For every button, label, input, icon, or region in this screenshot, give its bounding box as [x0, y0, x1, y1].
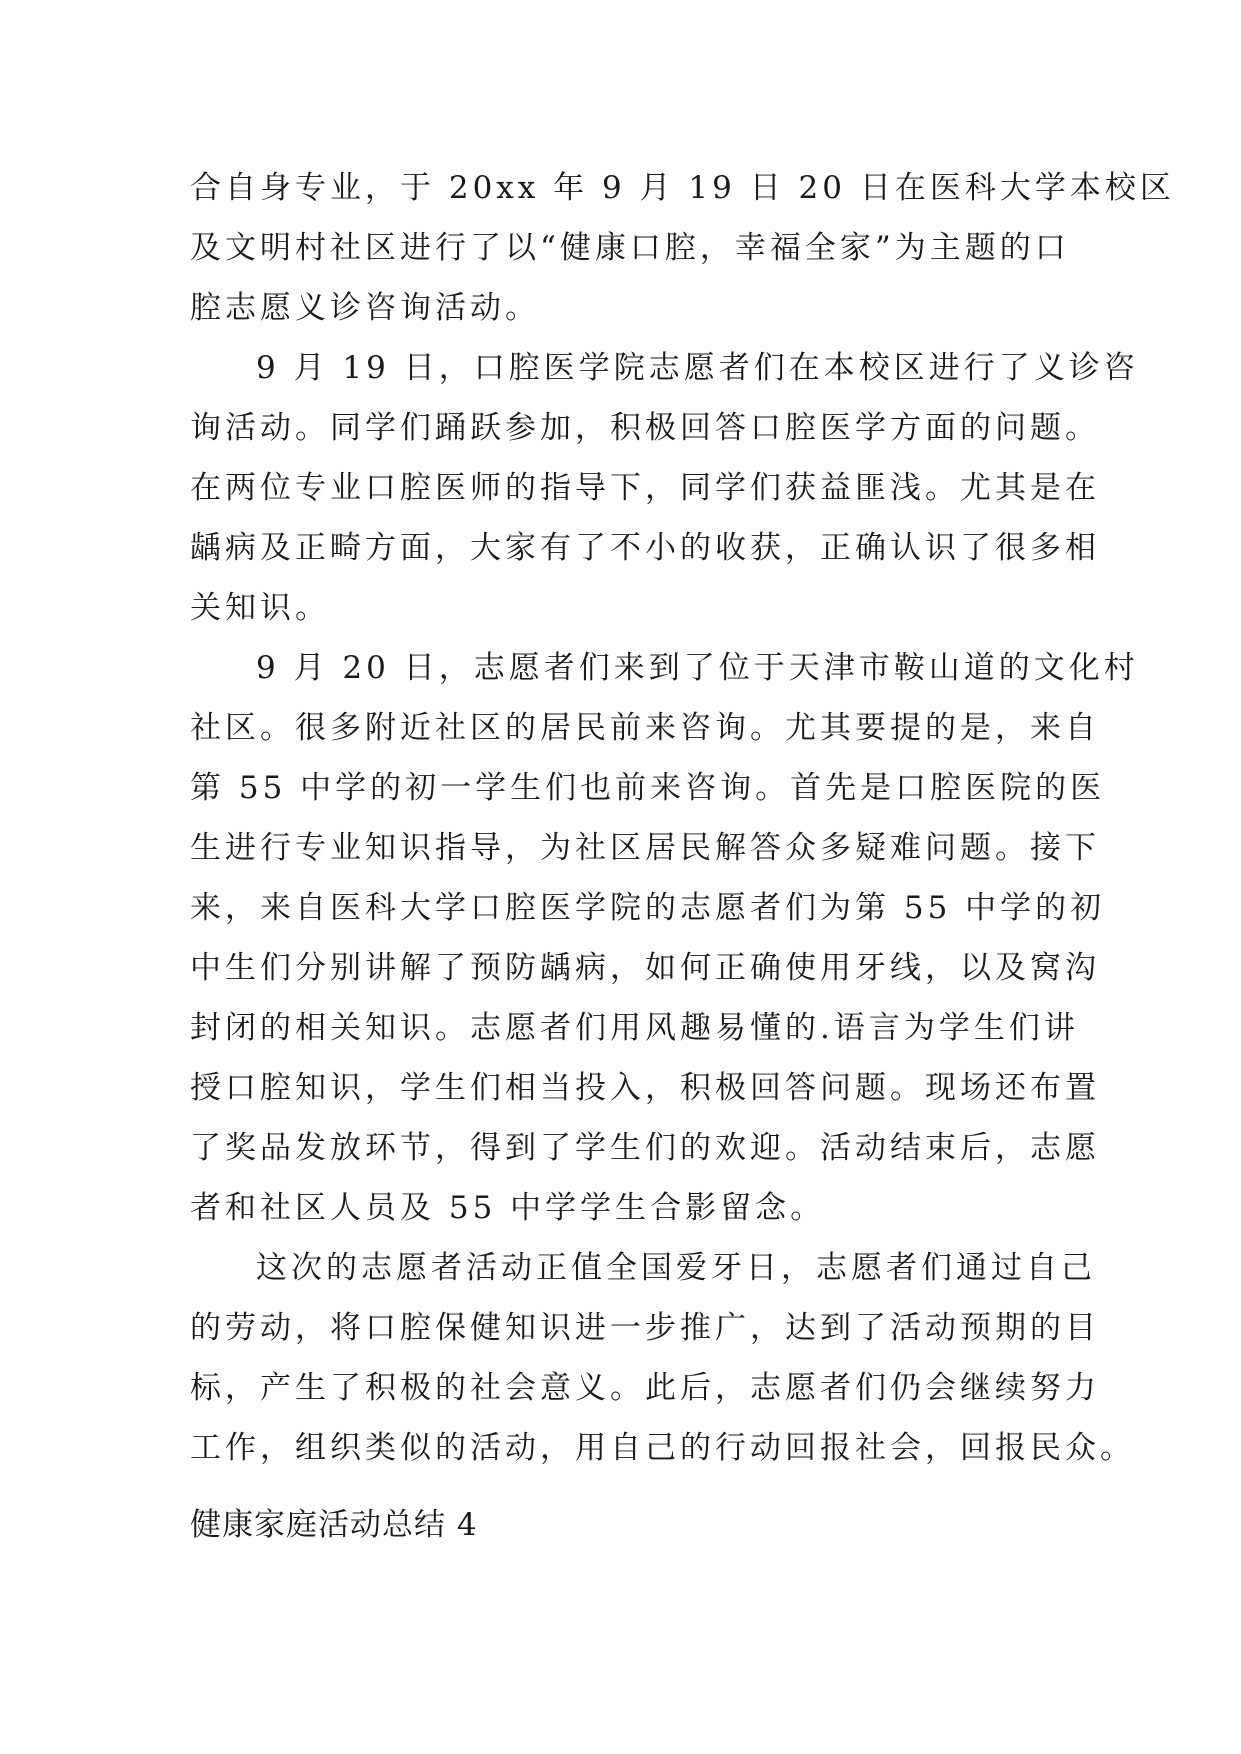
text-line: 工作，组织类似的活动，用自己的行动回报社会，回报民众。: [190, 1430, 1135, 1466]
text-line: 这次的志愿者活动正值全国爱牙日，志愿者们通过自己: [256, 1250, 1096, 1286]
text-line: 封闭的相关知识。志愿者们用风趣易懂的.语言为学生们讲: [190, 1010, 1079, 1046]
paragraph: [190, 638, 1139, 1238]
text-line: 中生们分别讲解了预防龋病，如何正确使用牙线，以及窝沟: [190, 950, 1100, 986]
text-line: 社区。很多附近社区的居民前来咨询。尤其要提的是，来自: [190, 710, 1100, 746]
paragraph: [190, 158, 1175, 338]
text-line: 在两位专业口腔医师的指导下，同学们获益匪浅。尤其是在: [190, 470, 1100, 506]
text-line: 腔志愿义诊咨询活动。: [190, 290, 540, 326]
section-heading: 健康家庭活动总结 4: [190, 1507, 478, 1543]
text-line: 龋病及正畸方面，大家有了不小的收获，正确认识了很多相: [190, 530, 1100, 566]
paragraph: [190, 338, 1139, 638]
text-line: 的劳动，将口腔保健知识进一步推广，达到了活动预期的目: [190, 1310, 1100, 1346]
paragraph: [190, 1238, 1135, 1478]
text-line: 询活动。同学们踊跃参加，积极回答口腔医学方面的问题。: [190, 410, 1100, 446]
text-line: 者和社区人员及 55 中学学生合影留念。: [190, 1190, 826, 1226]
text-line: 及文明村社区进行了以“健康口腔，幸福全家”为主题的口: [190, 230, 1070, 266]
text-line: 合自身专业，于 20xx 年 9 月 19 日 20 日在医科大学本校区: [190, 170, 1175, 206]
body-text: [190, 158, 1175, 1478]
text-line: 第 55 中学的初一学生们也前来咨询。首先是口腔医院的医: [190, 770, 1106, 806]
text-line: 9 月 19 日，口腔医学院志愿者们在本校区进行了义诊咨: [256, 350, 1139, 386]
text-line: 了奖品发放环节，得到了学生们的欢迎。活动结束后，志愿: [190, 1130, 1100, 1166]
text-line: 9 月 20 日，志愿者们来到了位于天津市鞍山道的文化村: [256, 650, 1139, 686]
text-line: 来，来自医科大学口腔医学院的志愿者们为第 55 中学的初: [190, 890, 1106, 926]
text-line: 授口腔知识，学生们相当投入，积极回答问题。现场还布置: [190, 1070, 1100, 1106]
text-line: 标，产生了积极的社会意义。此后，志愿者们仍会继续努力: [190, 1370, 1100, 1406]
text-line: 生进行专业知识指导，为社区居民解答众多疑难问题。接下: [190, 830, 1100, 866]
text-line: 关知识。: [190, 590, 330, 626]
